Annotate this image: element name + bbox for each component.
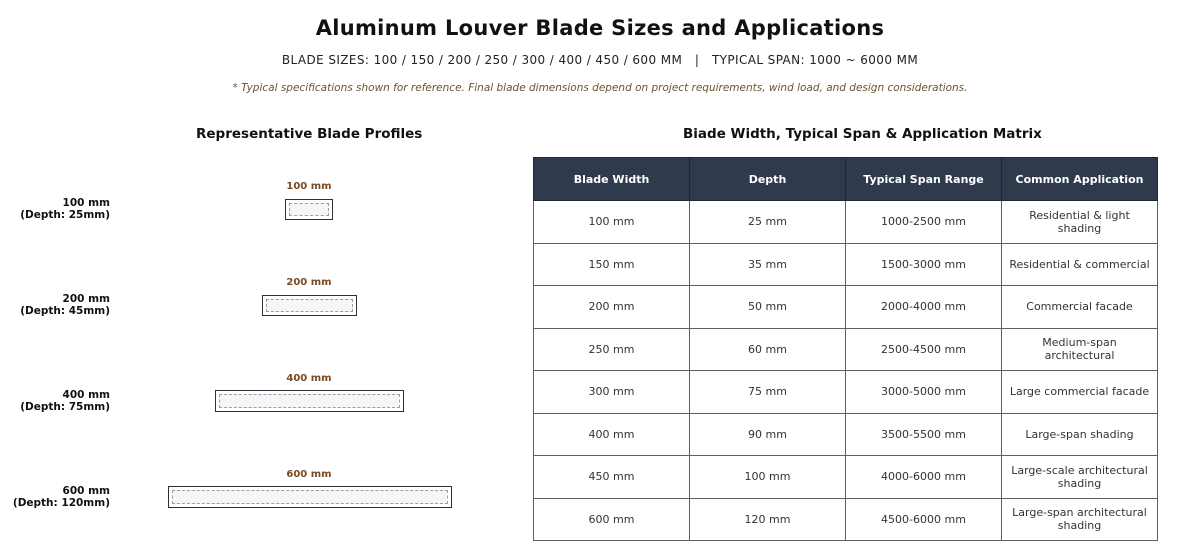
profile-width-label: 400 mm <box>62 389 110 401</box>
cell-blade-width: 400 mm <box>534 413 690 456</box>
blade-profile-600 <box>168 486 452 508</box>
application-matrix-table <box>533 157 1158 541</box>
column-header-span: Typical Span Range <box>846 158 1002 201</box>
cell-span: 2500-4500 mm <box>846 328 1002 371</box>
cell-blade-width: 100 mm <box>534 201 690 244</box>
blade-sizes-subtitle: BLADE SIZES: 100 / 150 / 200 / 250 / 300 / 400 / 450 / 600 MM | TYPICAL SPAN: 1000 ~ 6000 MM <box>281 53 919 67</box>
profile-width-label: 100 mm <box>62 197 110 209</box>
table-row <box>534 371 1158 414</box>
blade-profile-200 <box>262 295 357 316</box>
cell-application: Large-span architectural shading <box>1002 498 1158 541</box>
table-row <box>534 413 1158 456</box>
blade-size-label-100: 100 mm <box>286 181 332 192</box>
cell-span: 1500-3000 mm <box>846 243 1002 286</box>
column-header-depth: Depth <box>690 158 846 201</box>
blade-size-label-200: 200 mm <box>286 277 332 288</box>
cell-depth: 25 mm <box>690 201 846 244</box>
cell-span: 4500-6000 mm <box>846 498 1002 541</box>
cell-depth: 120 mm <box>690 498 846 541</box>
profile-depth-label: (Depth: 120mm) <box>12 497 110 509</box>
table-row <box>534 201 1158 244</box>
profile-width-label: 200 mm <box>62 293 110 305</box>
cell-span: 1000-2500 mm <box>846 201 1002 244</box>
profiles-section-title: Representative Blade Profiles <box>196 126 423 142</box>
blade-size-label-600: 600 mm <box>286 469 332 480</box>
cell-application: Residential & light shading <box>1002 201 1158 244</box>
blade-size-label-400: 400 mm <box>286 373 332 384</box>
cell-application: Large commercial facade <box>1002 371 1158 414</box>
cell-blade-width: 300 mm <box>534 371 690 414</box>
table-row <box>534 328 1158 371</box>
profile-label-600 <box>8 485 110 509</box>
page-title: Aluminum Louver Blade Sizes and Applications <box>315 16 885 40</box>
table-row <box>534 286 1158 329</box>
cell-span: 3500-5500 mm <box>846 413 1002 456</box>
blade-inner-outline <box>289 203 329 216</box>
cell-blade-width: 600 mm <box>534 498 690 541</box>
column-header-application: Common Application <box>1002 158 1158 201</box>
cell-application: Commercial facade <box>1002 286 1158 329</box>
table-row <box>534 498 1158 541</box>
cell-blade-width: 450 mm <box>534 456 690 499</box>
blade-inner-outline <box>219 394 400 408</box>
cell-depth: 60 mm <box>690 328 846 371</box>
cell-depth: 75 mm <box>690 371 846 414</box>
cell-application: Large-scale architectural shading <box>1002 456 1158 499</box>
cell-depth: 100 mm <box>690 456 846 499</box>
profile-depth-label: (Depth: 25mm) <box>20 209 110 221</box>
profile-label-200 <box>8 293 110 317</box>
cell-depth: 35 mm <box>690 243 846 286</box>
cell-depth: 50 mm <box>690 286 846 329</box>
cell-blade-width: 150 mm <box>534 243 690 286</box>
cell-application: Large-span shading <box>1002 413 1158 456</box>
profile-label-100 <box>8 197 110 221</box>
cell-blade-width: 250 mm <box>534 328 690 371</box>
blade-profile-100 <box>285 199 333 220</box>
cell-span: 3000-5000 mm <box>846 371 1002 414</box>
blade-inner-outline <box>172 490 448 504</box>
cell-depth: 90 mm <box>690 413 846 456</box>
table-row <box>534 243 1158 286</box>
table-row <box>534 456 1158 499</box>
cell-application: Residential & commercial <box>1002 243 1158 286</box>
cell-span: 2000-4000 mm <box>846 286 1002 329</box>
profile-depth-label: (Depth: 75mm) <box>20 401 110 413</box>
table-header-row <box>534 158 1158 201</box>
profile-depth-label: (Depth: 45mm) <box>20 305 110 317</box>
column-header-blade-width: Blade Width <box>534 158 690 201</box>
profile-label-400 <box>8 389 110 413</box>
cell-blade-width: 200 mm <box>534 286 690 329</box>
blade-profile-400 <box>215 390 404 412</box>
reference-note: * Typical specifications shown for reference. Final blade dimensions depend on project requirements, wind load, and design considerations. <box>232 82 968 94</box>
blade-inner-outline <box>266 299 353 312</box>
cell-application: Medium-span architectural <box>1002 328 1158 371</box>
matrix-section-title: Biade Width, Typical Span & Application Matrix <box>683 126 1042 142</box>
cell-span: 4000-6000 mm <box>846 456 1002 499</box>
profile-width-label: 600 mm <box>62 485 110 497</box>
